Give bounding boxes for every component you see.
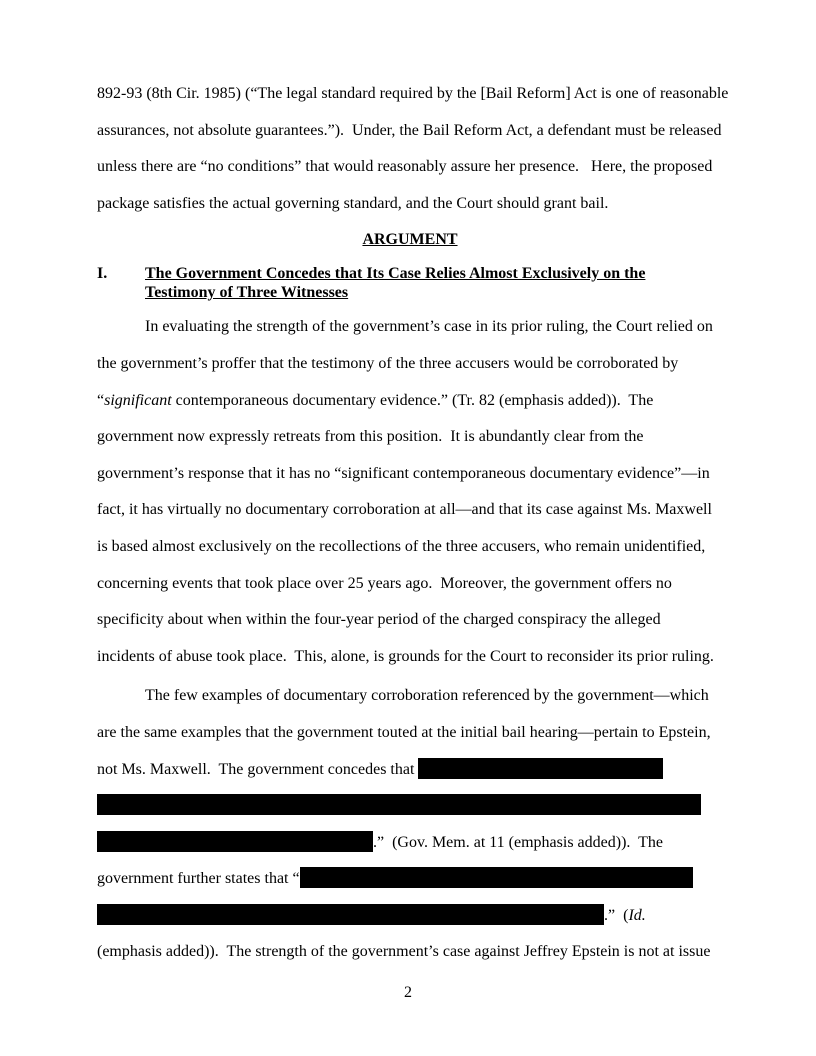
redaction-bar <box>97 831 373 852</box>
text-line <box>97 419 723 456</box>
argument-heading <box>97 222 723 259</box>
text-run: fact, it has virtually no documentary corroboration at all—and that its case against Ms. Maxwell <box>97 501 712 519</box>
text-run: package satisfies the actual governing standard, and the Court should grant bail. <box>97 194 609 212</box>
redaction-bar <box>300 867 693 888</box>
text-line <box>97 492 723 529</box>
section-heading-text <box>145 264 645 302</box>
heading-line-text: Testimony of Three Witnesses <box>145 284 349 302</box>
text-line <box>97 346 723 383</box>
text-line <box>97 898 723 935</box>
text-line <box>97 825 723 862</box>
paragraph <box>97 678 723 971</box>
text-run: the government’s proffer that the testimony of the three accusers would be corroborated by <box>97 354 679 372</box>
text-run: concerning events that took place over 25 years ago. Moreover, the government offers no <box>97 574 672 592</box>
text-line <box>97 383 723 420</box>
text-run: not Ms. Maxwell. The government concedes that <box>97 760 419 778</box>
text-line <box>97 309 723 346</box>
redaction-bar <box>418 758 663 779</box>
text-line <box>97 788 723 825</box>
text-run: government further states that “ <box>97 870 300 888</box>
text-line <box>97 602 723 639</box>
text-run: incidents of abuse took place. This, alone, is grounds for the Court to reconsider its prior ruling. <box>97 647 714 665</box>
text-line <box>97 861 723 898</box>
text-run: government’s response that it has no “significant contemporaneous documentary evidence”—in <box>97 464 710 482</box>
text-line <box>97 752 723 789</box>
text-run: (emphasis added)). The strength of the government’s case against Jeffrey Epstein is not at issue <box>97 943 711 961</box>
text-run: significant <box>104 391 172 409</box>
text-run: Id. <box>628 906 646 924</box>
text-line <box>97 456 723 493</box>
text-run: government now expressly retreats from this position. It is abundantly clear from the <box>97 428 644 446</box>
section-numeral: I. <box>97 264 108 282</box>
text-run: is based almost exclusively on the recollections of the three accusers, who remain unidentified, <box>97 537 706 555</box>
text-line <box>97 113 723 150</box>
text-run: specificity about when within the four-year period of the charged conspiracy the alleged <box>97 611 661 629</box>
text-line <box>97 566 723 603</box>
text-line <box>97 529 723 566</box>
text-run: assurances, not absolute guarantees.”). Under, the Bail Reform Act, a defendant must be released <box>97 121 722 139</box>
text-run: The few examples of documentary corroboration referenced by the government—which <box>145 687 709 705</box>
text-line <box>97 149 723 186</box>
text-line <box>97 76 729 113</box>
text-line <box>97 678 723 715</box>
text-line <box>97 639 723 676</box>
argument-heading-text: ARGUMENT <box>362 231 458 249</box>
text-run: unless there are “no conditions” that would reasonably assure her presence. Here, the proposed <box>97 158 713 176</box>
text-line <box>97 186 723 223</box>
text-run: are the same examples that the government touted at the initial bail hearing—pertain to Epstein, <box>97 723 711 741</box>
page-number: 2 <box>404 984 412 1001</box>
document-body <box>97 76 729 971</box>
text-line <box>97 934 723 971</box>
text-line <box>97 715 723 752</box>
heading-line <box>145 283 645 302</box>
paragraph <box>97 309 723 675</box>
text-run: .” ( <box>604 906 629 924</box>
heading-line-text: The Government Concedes that Its Case Relies Almost Exclusively on the <box>145 264 646 282</box>
redaction-bar <box>97 904 604 925</box>
text-run: 892-93 (8th Cir. 1985) (“The legal standard required by the [Bail Reform] Act is one of reasonable <box>97 85 729 102</box>
heading-line <box>145 264 645 283</box>
redaction-bar <box>97 794 701 815</box>
section-heading <box>97 264 723 302</box>
text-run: contemporaneous documentary evidence.” (Tr. 82 (emphasis added)). The <box>171 391 654 409</box>
text-run: .” (Gov. Mem. at 11 (emphasis added)). The <box>373 833 663 851</box>
text-run: “ <box>97 391 105 409</box>
text-run: In evaluating the strength of the government’s case in its prior ruling, the Court relied on <box>145 318 713 336</box>
paragraph <box>97 76 729 222</box>
